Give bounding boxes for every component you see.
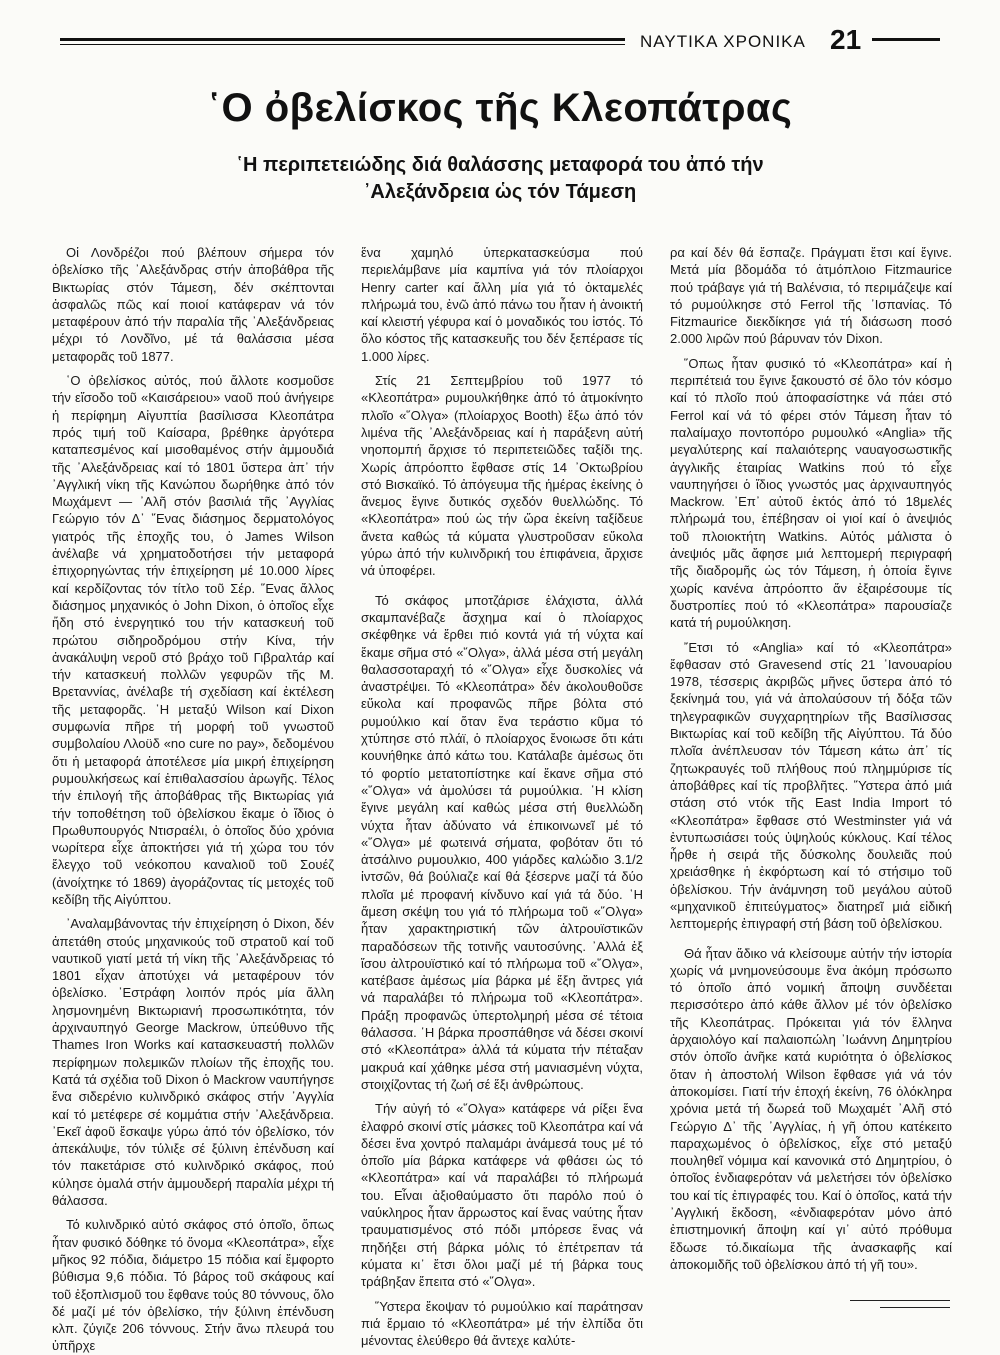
paragraph: Θά ἦταν ἄδικο νά κλείσουμε αὐτήν τήν ἱστορία χωρίς νά μνημονεύσουμε ἕνα ἀκόμη πρόσωπο τό ὁποῖο ἀπό νομική ἄποψη συνδέεται περισσότερο ἀπό κάθε ἄλλον μέ τόν ὀβελίσκο τῆς Κλεοπάτρας. Πρόκειται γιά τόν ἕλληνα ἀρχαιολόγο καί παλαιοπώλη ᾿Ιωάννη Δημητρίου στόν ὁποῖο ἀνῆκε κατά κυριότητα ὁ ὀβελίσκος ὅταν ἡ ἀποστολή Wilson ἔφθασε γιά νά τόν ἀποκομίσει. Γιατί τήν ἐποχή ἐκείνη, 76 ὁλόκληρα χρόνια μετά τή δωρεά τοῦ Μωχαμέτ ᾿Αλῆ στό Γεώργιο Δ᾿ τῆς ᾿Αγγλίας, ἡ γῆ όπου κατέκειτο παραχωμένος ὁ ὀβελίσκος, εἶχε στό μεταξύ πουληθεῖ νόμιμα καί κανονικά στό Δημητρίου, ὁ ὁποῖος ἐνδιαφερόταν νά μελετήσει τόν ὀβελίσκο του καί τίς ἐπιγραφές του. Καί ὁ ὁποῖος, κατά τήν ᾿Αγγλική ἔκδοση, «ἐνδιαφερόταν μόνο ἀπό ἐπιστημονική ἄποψη καί γι᾿ αὐτό πρόθυμα ἔδωσε τό.δικαίωμα τῆς ἀνασκαφῆς καί ἀποκομιδῆς τοῦ ὀβελίσκου ἀπό τή γῆ του».	[670, 945, 952, 1272]
paragraph: ῞Υστερα ἔκοψαν τό ρυμούλκιο καί παράτησαν πιά ἔρμαιο τό «Κλεοπάτρα» μέ τήν ἐλπίδα ὅτι μένοντας ἐλεύθερο θά ἄντεχε καλύτε-	[361, 1298, 643, 1349]
article-title: ῾Ο ὀβελίσκος τῆς Κλεοπάτρας	[207, 86, 793, 130]
article-body	[52, 244, 952, 1354]
header-rule-thick	[60, 38, 625, 41]
header-rule-right	[872, 38, 940, 41]
column-2	[361, 244, 643, 1349]
paragraph: Τό σκάφος μποτζάρισε ἐλάχιστα, ἀλλά σκαμπανέβαζε ἄσχημα καί ὁ πλοίαρχος σκέφθηκε νά ἔρθει πιό κοντά γιά τή νύχτα καί ἔκαμε σῆμα στό «῞Ολγα», ἀλλά μέσα στή μεγάλη θαλασσοταραχή τό «῞Ολγα» εἶχε δυσκολίες νά ἀναστρέψει. Τό «Κλεοπάτρα» δέν ἀκολουθοῦσε εὔκολα καί προφανῶς πῆρε βόλτα στό ρυμούλκιο καί ὅταν ἕνα τεράστιο κῦμα τό χτύπησε στό πλάϊ, ὁ πλοίαρχος ἔνοιωσε ὅτι κάτι κουνήθηκε ἀπό κάτω του. Κατάλαβε ἀμέσως ὅτι τό φορτίο μετατοπίστηκε καί ἔκανε σῆμα στό «῞Ολγα» νά ἀμολύσει τά ρυμούλκια. ῾Η κλίση ἔγινε μεγάλη καί καθώς μέσα στή θυελλώδη νύχτα ἦταν ἀδύνατο νά ἐπικοινωνεῖ μέ τό «῞Ολγα» μέ φωτεινά σήματα, φοβόταν ὅτι τό ἀτσάλινο ρυμουλκιο, 400 γιάρδες καλώδιο 3.1/2 ἰντσῶν, θά βούλιαζε καί θά ξέσερνε μαζί τά δύο πλοῖα μέ προφανή κίνδυνο καί γιά τά δύο. ῾Η ἄμεση σκέψη του γιά τό πλήρωμα τοῦ «῞Ολγα» ἦταν χαρακτηριστική τῶν ἀλτρουϊστικῶν παραδόσεων τῆς τοτινῆς ναυτοσύνης. ᾿Αλλά ἐξ ἴσου ἀλτρουϊστικό καί τό πλήρωμα τοῦ «῞Ολγα», κατέβασε ἀμέσως μία βάρκα μέ ἕξη ἄντρες γιά νά παραλάβει τό πλήρωμα τοῦ «Κλεοπάτρα». Πράξη προφανῶς ὑπερτολμηρή μέσα σέ τέτοια θάλασσα. ῾Η βάρκα προσπάθησε νά δέσει σκοινί στό «Κλεοπάτρα» ἀλλά τά κύματα τήν πέταξαν μακρυά καί χάθηκε μέσα στή μανιασμένη νύχτα, στοιχίζοντας τή ζωή σέ ἕξι ἀνθρώπους.	[361, 592, 643, 1092]
header-rule-thin	[60, 44, 625, 45]
page-header	[60, 26, 940, 60]
page-number: 21	[830, 24, 862, 55]
paragraph: ἕνα χαμηλό ὑπερκατασκεύσμα πού περιελάμβανε μία καμπίνα γιά τόν πλοίαρχοι Henry carter καί ἄλλη μία γιά τό ὀκταμελές πλήρωμά του, ἐνῶ ἀπό πάνω του ἦταν ἡ ἀνοικτή καί κλειστή γέφυρα καί ὁ μοναδικός του ἱστός. Τό ὅλο κόστος τῆς κατασκευῆς του δέν ξεπέρασε τίς 1.000 λίρες.	[361, 245, 643, 364]
paragraph: ῎Ετσι τό «Anglia» καί τό «Κλεοπάτρα» ἔφθασαν στό Gravesend στίς 21 ᾿Ιανουαρίου 1978, τέσσερις ἀκριβῶς μῆνες ὕστερα ἀπό τό ξεκίνημά του, γιά νά ἀπολαύσουν τή δόξα τῶν τηλεγραφικῶν συγχαρητηρίων τῆς Βασίλισσας Βικτωρίας καί τοῦ κεδίβη τῆς Αἰγύπτου. Τά δύο πλοῖα ἀνέπλευσαν τόν Τάμεση κάτω ἀπ᾿ τίς ζητωκραυγές τοῦ πλήθους πού πλημμύρισε τίς ἀποβάθρες καί τίς προβλῆτες. ῞Υστερα ἀπό μιά στάση στό ντόκ τῆς East India Import τό «Κλεοπάτρα» ἔφθασε στό Westminster γιά νά ἐντυπωσιάσει τούς ὑψηλούς κύκλους. Καί τέλος ἦρθε ἡ σειρά τῆς δύσκολης δουλειᾶς πού χρειάσθηκε ἡ ἐκφόρτωση καί τό στήσιμο τοῦ ὀβελίσκου. Τήν ἀνάμνηση τοῦ μεγάλου αὐτοῦ «μηχανικοῦ ἐπιτεύγματος» διατηρεῖ μιά εἰδική λεπτομερής ἐπιγραφή στή βάση τοῦ ὀβελίσκου.	[670, 639, 952, 932]
paragraph: ῾Ο ὀβελίσκος αὐτός, πού ἄλλοτε κοσμοῦσε τήν εἴσοδο τοῦ «Καισάρειου» ναοῦ πού ἀνήγειρε ἡ περίφημη Αἰγυπτία βασίλισσα Κλεοπάτρα πρός τιμή τοῦ Καίσαρα, βρέθηκε ἀργότερα καταπεσμένος καί μισοθαμένος στήν ἀμμουδιά τῆς ᾿Αλεξάνδρειας καί τό 1801 ὕστερα ἀπ᾿ τήν ᾿Αγγλική νίκη τῆς Κανώπου δωρήθηκε ἀπό τόν Μωχάμεντ — ᾿Αλῆ στόν βασιλιά τῆς ᾿Αγγλίας Γεώργιο τόν Δ᾿ ῞Ενας διάσημος δερματολόγος γιατρός τῆς ἐποχῆς του, ὁ James Wilson ἀνέλαβε νά χρηματοδοτήσει τήν μεταφορά ἐπιχορηγώντας τήν ἐπιχείρηση μέ 10.000 λίρες καί κερδίζοντας τόν τίτλο τοῦ Σέρ. ῞Ενας ἄλλος διάσημος μηχανικός ὁ John Dixon, ὁ ὁποῖος εἶχε ἤδη στό ἐνεργητικό του τήν κατασκευή τοῦ πρώτου σιδηροδρόμου στήν Κίνα, τήν ἀνακάλυψη νεροῦ στό βράχο τοῦ Γιβραλτάρ καί τήν κατασκευή πολλῶν γεφυρῶν τῆς Μ. Βρεταννίας, ἀνέλαβε τή σχεδίαση καί ἐκτέλεση τῆς μεταφορᾶς. ῾Η μεταξύ Wilson καί Dixon συμφωνία πῆρε τή μορφή τοῦ γνωστοῦ συμβολαίου Λλοϋδ «no cure no pay», δεδομένου ὅτι ἡ μεταφορά ἀποτέλεσε μία μικρή ἐπιχείρηση ρυμουλκήσεως καί ἐπιθαλασσίου ἀρωγῆς. Τέλος τήν ἐπιλογή τῆς ἀποβάθρας τῆς Βικτωρίας γιά τήν τοποθέτηση τοῦ ὀβελίσκου ἔκαμε ὁ ἴδιος ὁ Πρωθυπουργός Ντισραέλι, ὁ ὁποῖος δύο χρόνια νωρίτερα εἶχε ἀποκτήσει γιά τή χώρα του τόν ἔλεγχο τοῦ νεόκοπου καναλιοῦ τοῦ Σουέζ (ἀνοίχτηκε τό 1869) ἀγοράζοντας τίς μετοχές τοῦ κεδίβη τῆς Αἰγύπτου.	[52, 373, 334, 907]
article-end-mark	[850, 1300, 950, 1310]
column-1	[52, 244, 335, 1354]
end-rule-long	[850, 1300, 950, 1301]
paragraph: Οἱ Λονδρέζοι πού βλέπουν σήμερα τόν ὀβελίσκο τῆς ᾿Αλεξάνδρας στήν ἀποβάθρα τῆς Βικτωρίας στόν Τάμεση, δέν σκέπτονται ἀσφαλῶς πῶς καί ποιοί κατάφεραν νά τόν μεταφέρουν ἀπό τήν παραλία τῆς ᾿Αλεξάνδρειας μέχρι τό Λονδῖνο, μέ τά θαλάσσια μέσα μεταφορᾶς τοῦ 1877.	[52, 245, 334, 364]
paragraph: Στίς 21 Σεπτεμβρίου τοῦ 1977 τό «Κλεοπάτρα» ρυμουλκήθηκε ἀπό τό ἀτμοκίνητο πλοῖο «῞Ολγα» (πλοίαρχος Booth) ἔξω ἀπό τόν λιμένα τῆς ᾿Αλεξάνδρειας καί ἡ παράξενη αὐτή νηοπομπή ἄρχισε τό περιπετειῶδες ταξίδι της. Χωρίς ἀπρόοπτο ἔφθασε στίς 14 ᾿Οκτωβρίου στό Βισκαϊκό. Τό ἀπόγευμα τῆς ἡμέρας ἐκείνης ὁ ἄνεμος ἔγινε δυτικός σχεδόν θυελλώδης. Τό «Κλεοπάτρα» πού ὡς τήν ὥρα ἐκείνη ταξίδευε ἄνετα καθώς τά κύματα γλυστροῦσαν εὔκολα γύρω ἀπό τήν κυλινδρική του ἐπιφάνεια, ἄρχισε νά ὑποφέρει.	[361, 373, 643, 579]
end-rule-short	[880, 1307, 950, 1308]
paragraph: Τό κυλινδρικό αὐτό σκάφος στό ὁποῖο, ὅπως ἦταν φυσικό δόθηκε τό ὄνομα «Κλεοπάτρα», εἶχε μῆκος 92 πόδια, διάμετρο 15 πόδια καί ἔμφορτο βύθισμα 9,6 πόδια. Τό βάρος τοῦ σκάφους καί τοῦ ἐξοπλισμοῦ του ἔφθανε τούς 80 τόννους, ὅλο δέ μαζί μέ τόν ὀβελίσκο, τήν ξύλινη ἐπένδυση κλπ. ζύγιζε 206 τόννους. Στήν ἄνω πλευρά του ὑπῆρχε	[52, 1217, 335, 1354]
journal-name: ΝΑΥΤΙΚΑ ΧΡΟΝΙΚΑ	[640, 32, 806, 51]
paragraph: Τήν αὐγή τό «῞Ολγα» κατάφερε νά ρίξει ἕνα ἐλαφρό σκοινί στίς μάσκες τοῦ Κλεοπάτρα καί νά δέσει ἕνα χοντρό παλαμάρι ἀνάμεσά τους μέ τό ὁποῖο μία βάρκα κατάφερε νά φθάσει ὡς τό «Κλεοπάτρα» καί νά παραλάβει τό πλήρωμά του. Εἶναι ἀξιοθαύμαστο ὅτι παρόλο πού ὁ ναύκληρος ἦταν ἄρρωστος καί ἕνας ναύτης ἦταν τραυματισμένος στό πόδι μπόρεσε ἕνας νά πηδήξει στή βάρκα μόλις τό ἐπέτρεπαν τά κύματα κι᾿ ἔτσι ὅλοι μαζί μέ τή βάρκα τους τράβηξαν ἔπειτα στό «῞Ολγα».	[361, 1101, 643, 1290]
paragraph: ρα καί δέν θά ἔσπαζε. Πράγματι ἔτσι καί ἔγινε. Μετά μία βδομάδα τό ἀτμόπλοιο Fitzmaurice πού τράβαγε γιά τή Βαλένσια, τό περιμάζεψε καί τό ρυμούλκησε στό Ferrol τῆς ᾿Ισπανίας. Τό Fitzmaurice διεκδίκησε γιά τή διάσωση ποσό 2.000 λιρῶν πού βάρυναν τόν Dixon.	[670, 245, 952, 347]
article-subtitle: ῾Η περιπετειώδης διά θαλάσσης μεταφορά του ἀπό τήν ᾿Αλεξάνδρεια ὡς τόν Τάμεση	[236, 154, 764, 203]
paragraph: ῞Οπως ἦταν φυσικό τό «Κλεοπάτρα» καί ἡ περιπέτειά του ἔγινε ξακουστό σέ ὅλο τόν κόσμο καί τό πλοῖο πού ἀποφασίστηκε νά πάει στό Ferrol καί νά τό φέρει στόν Τάμεση ἦταν τό παλαίμαχο ποντοπόρο ρυμουλκό «Anglia» τῆς μεγαλύτερης καί παλαιότερης ναυαγοσωστικῆς ἀγγλικῆς ἑταιρίας Watkins πού τό εἶχε ναυπηγήσει ὁ ἴδιος γνωστός μας ἀρχιναυπηγός Mackrow. ᾿Επ᾿ αὐτοῦ ἐκτός ἀπό τό 18μελές πλήρωμά του, ἐπέβησαν οἱ γιοί καί ὁ ἀνεψιός τοῦ πλοιοκτήτη Watkins. Αὐτός μάλιστα ὁ ἀνεψιός μᾶς ἄφησε μιά λεπτομερή περιγραφή τῆς διαδρομῆς ὡς τόν Τάμεση, ἡ ὁποία ἔγινε χωρίς κανένα ἀπρόοπτο ἄν ἐξαιρέσουμε τίς δυστροπίες πού τό «Κλεοπάτρα» παρουσίαζε κατά τή ρυμούλκηση.	[670, 355, 952, 631]
paragraph: ᾿Αναλαμβάνοντας τήν ἐπιχείρηση ὁ Dixon, δέν ἀπετάθη στούς μηχανικούς τοῦ στρατοῦ καί τοῦ ναυτικοῦ γιατί μετά τή νίκη τῆς ᾿Αλεξάνδρειας τό 1801 εἶχαν ἀποτύχει νά μεταφέρουν τόν ὀβελίσκο. ᾿Εστράφη λοιπόν πρός μία ἄλλη λησμονημένη Βικτωριανή προσωπικότητα, τόν ἀρχιναυπηγό George Mackrow, ὑπεύθυνο τῆς Thames Iron Works καί κατασκευαστή πολλῶν περίφημων πολεμικῶν πλοίων τῆς ἐποχῆς του. Κατά τά σχέδια τοῦ Dixon ὁ Mackrow ναυπήγησε ἕνα σιδερένιο κυλινδρικό σκάφος στήν ᾿Αγγλία καί τό μετέφερε σέ κομμάτια στήν ᾿Αλεξάνδρεια. ᾿Εκεῖ ἀφοῦ ἔσκαψε γύρω ἀπό τόν ὀβελίσκο, τόν ἀπεκάλυψε, τόν τύλιξε σέ ξύλινη ἐπένδυση καί τόν πακετάρισε στό κυλινδρικό σκάφος, πού κύλησε ὁμαλά στήν ἀμμουδερή παραλία μέχρι τή θάλασσα.	[52, 916, 334, 1209]
column-3	[670, 244, 952, 1280]
